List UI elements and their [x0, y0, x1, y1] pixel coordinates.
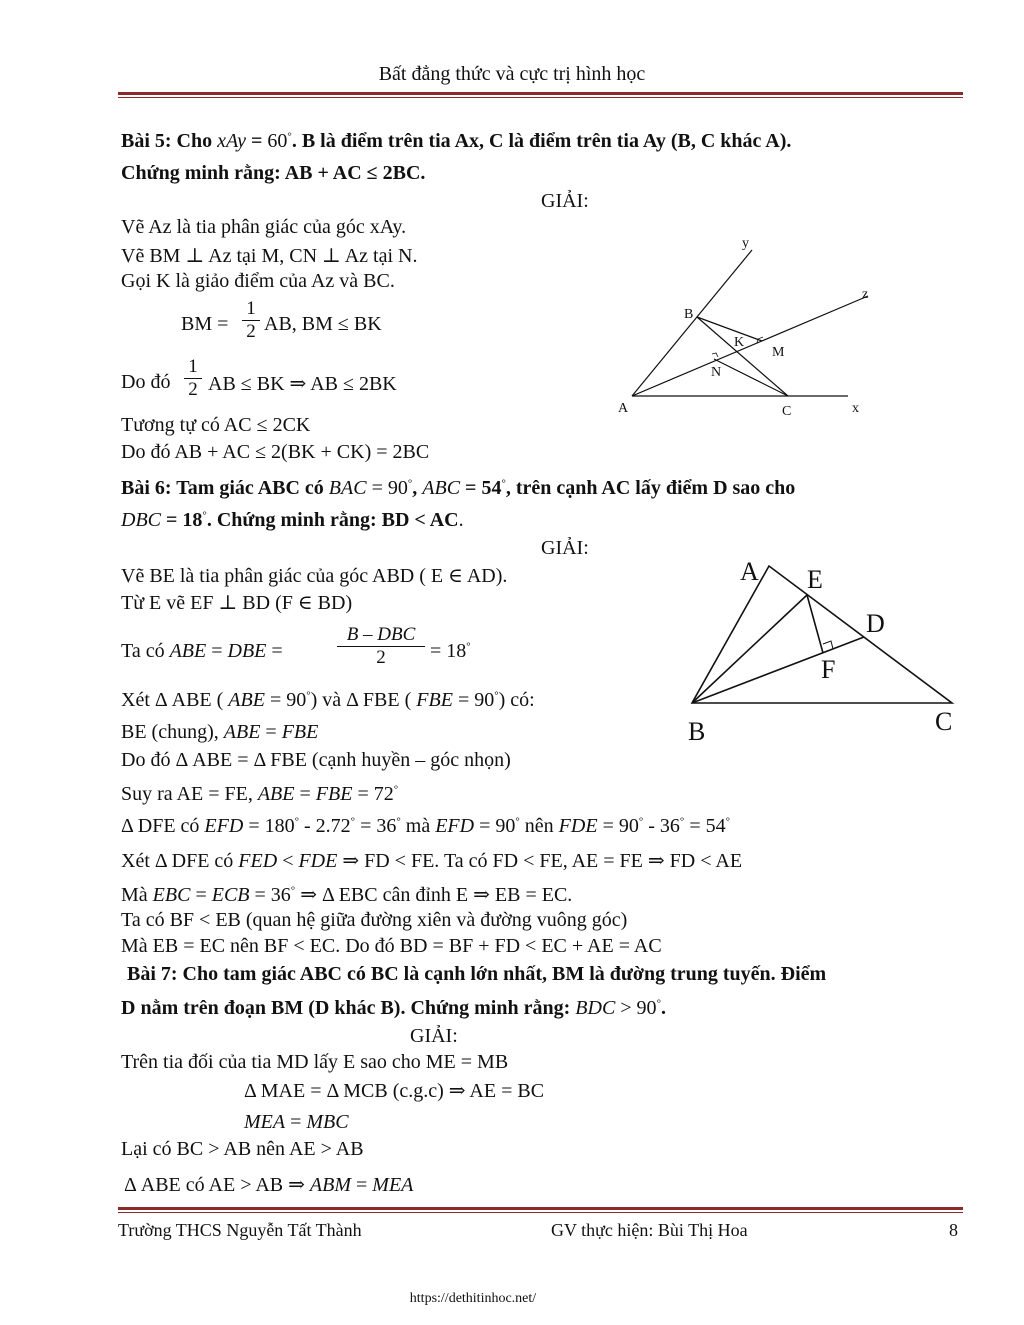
bai7-problem-line1: Bài 7: Cho tam giác ABC có BC là cạnh lớn nhất, BM là đường trung tuyến. Điểm [127, 963, 827, 985]
bai5-fraction-half: 1 2 [242, 298, 260, 343]
label-z: z [862, 287, 869, 302]
bai6-step12: Mà EB = EC nên BF < EC. Do đó BD = BF + FD < EC + AE = AC [121, 935, 662, 957]
bai6-step3-left: Ta có ABE = DBE = [121, 640, 283, 662]
bai6-step11: Ta có BF < EB (quan hệ giữa đường xiên và đường vuông góc) [121, 909, 628, 931]
segment-bd [692, 637, 864, 703]
bai6-step1: Vẽ BE là tia phân giác của góc ABD ( E ∈ AD). [121, 565, 508, 587]
label-m: M [772, 345, 785, 360]
bai6-step10: Mà EBC = ECB = 36° ⇒ Δ EBC cân đỉnh E ⇒ EB = EC. [121, 884, 573, 906]
bai7-giai-heading: GIẢI: [410, 1025, 458, 1047]
footer-teacher: GV thực hiện: Bùi Thị Hoa [551, 1220, 748, 1240]
label-n: N [711, 365, 722, 380]
bai6-step8: Δ DFE có EFD = 180° - 2.72° = 36° mà EFD = 90° nên FDE = 90° - 36° = 54° [121, 815, 731, 837]
bai5-step3: Gọi K là giảo điểm của Az và BC. [121, 270, 395, 292]
header-rule-thin [118, 97, 963, 98]
bai5-step1: Vẽ Az là tia phân giác của góc xAy. [121, 216, 407, 238]
bai5-step7: Do đó AB + AC ≤ 2(BK + CK) = 2BC [121, 441, 430, 463]
bai6-giai-heading: GIẢI: [541, 537, 589, 559]
bai5-step4-suffix: AB, BM ≤ BK [264, 313, 382, 335]
bai7-step2: Δ MAE = Δ MCB (c.g.c) ⇒ AE = BC [244, 1080, 545, 1102]
bai7-step4: Lại có BC > AB nên AE > AB [121, 1138, 364, 1160]
bai6-figure [680, 550, 965, 750]
bai5-figure [610, 232, 880, 422]
bai6-step7: Suy ra AE = FE, ABE = FBE = 72° [121, 783, 399, 805]
header-rule [118, 92, 963, 95]
label-a: A [618, 401, 629, 416]
label-f: F [821, 655, 836, 684]
bai5-step2: Vẽ BM ⊥ Az tại M, CN ⊥ Az tại N. [121, 245, 418, 267]
label-k: K [734, 335, 745, 350]
bai6-problem-line1: Bài 6: Tam giác ABC có BAC = 90°, ABC = 54°, trên cạnh AC lấy điểm D sao cho [121, 477, 796, 499]
label-b: B [688, 717, 706, 746]
page-header-title: Bất đẳng thức và cực trị hình học [378, 63, 646, 85]
bai6-step4: Xét Δ ABE ( ABE = 90°) và Δ FBE ( FBE = 90°) có: [121, 689, 535, 711]
bai5-step6: Tương tự có AC ≤ 2CK [121, 414, 311, 436]
ray-ay [632, 250, 752, 396]
bai5-problem-line2: Chứng minh rằng: AB + AC ≤ 2BC. [121, 162, 426, 184]
label-c: C [782, 404, 792, 419]
label-x: x [852, 401, 859, 416]
ray-az [632, 296, 868, 396]
bai6-problem-line2: DBC = 18°. Chứng minh rằng: BD < AC. [121, 509, 464, 531]
bai6-step3-right: = 18° [430, 640, 471, 662]
label-e: E [807, 565, 823, 594]
footer-page-number: 8 [949, 1220, 958, 1240]
footer-url-link[interactable]: https://dethitinhoc.net/ [409, 1291, 537, 1306]
bai6-step2: Từ E vẽ EF ⊥ BD (F ∈ BD) [121, 592, 353, 614]
bai7-step1: Trên tia đối của tia MD lấy E sao cho ME = MB [121, 1051, 509, 1073]
bai6-step9: Xét Δ DFE có FED < FDE ⇒ FD < FE. Ta có FD < FE, AE = FE ⇒ FD < AE [121, 850, 743, 872]
bai5-step4-prefix: BM = [181, 313, 229, 335]
footer-rule-thin [118, 1212, 963, 1213]
label-c: C [935, 707, 953, 736]
bai5-fraction-half-2: 1 2 [184, 356, 202, 401]
bai7-step5: Δ ABE có AE > AB ⇒ ABM = MEA [124, 1174, 414, 1196]
segment-be [692, 595, 807, 703]
footer-school: Trường THCS Nguyễn Tất Thành [118, 1220, 362, 1240]
bai5-problem-line1: Bài 5: Cho xAy = 60°. B là điểm trên tia Ax, C là điểm trên tia Ay (B, C khác A). [121, 130, 792, 152]
label-a: A [740, 557, 759, 586]
bai5-giai-heading: GIẢI: [541, 190, 589, 212]
bai5-step5-prefix: Do đó [121, 371, 171, 393]
bai7-step3: MEA = MBC [244, 1111, 349, 1133]
footer-rule [118, 1207, 963, 1210]
bai7-problem-line2: D nằm trên đoạn BM (D khác B). Chứng minh rằng: BDC > 90°. [121, 997, 666, 1019]
segment-bm [697, 317, 762, 341]
bai6-step5: BE (chung), ABE = FBE [121, 721, 319, 743]
bai6-step6: Do đó Δ ABE = Δ FBE (cạnh huyền – góc nhọn) [121, 749, 511, 771]
bai6-fraction: B – DBC 2 [337, 624, 425, 669]
label-b: B [684, 307, 694, 322]
bai5-step5-suffix: AB ≤ BK ⇒ AB ≤ 2BK [208, 373, 397, 395]
label-y: y [742, 236, 749, 251]
label-d: D [866, 609, 885, 638]
